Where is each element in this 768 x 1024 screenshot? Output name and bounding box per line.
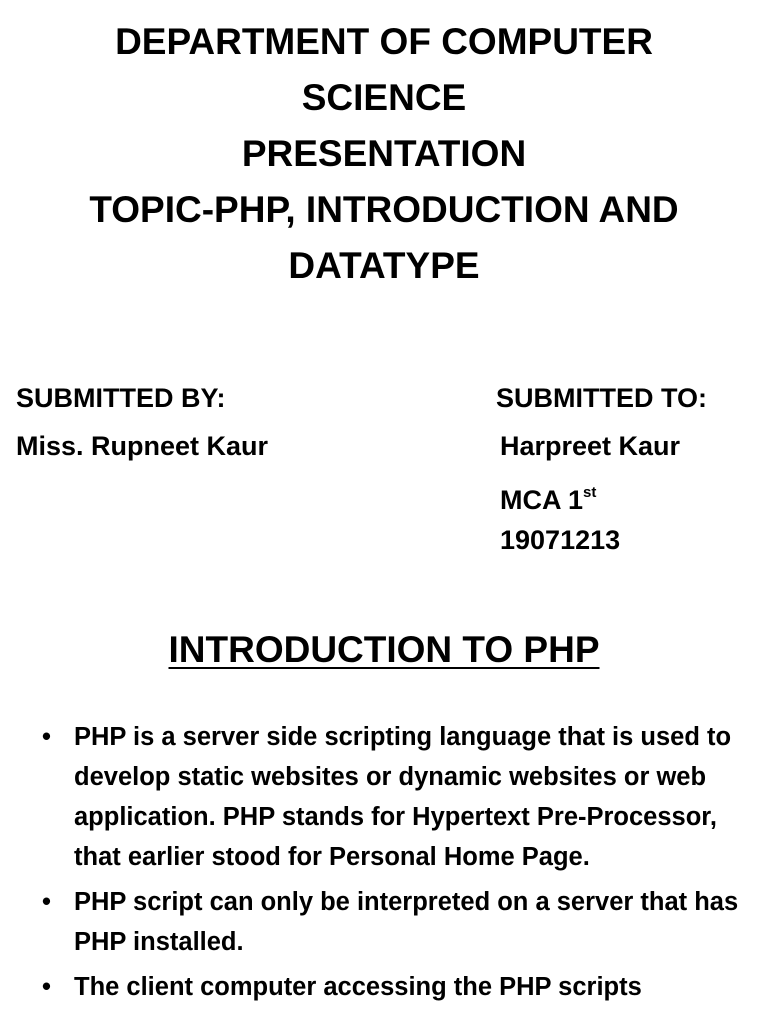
bullet-dot-icon: • (42, 723, 51, 751)
slide-title (0, 14, 768, 294)
submitted-to-heading: SUBMITTED TO: (496, 383, 707, 413)
title-line-5: DATATYPE (288, 245, 480, 286)
submitted-by-name: Miss. Rupneet Kaur (16, 431, 269, 461)
course-superscript: st (583, 484, 597, 501)
bullet-item (40, 882, 740, 962)
title-line-1: DEPARTMENT OF COMPUTER (115, 21, 653, 62)
bullet-item (40, 717, 740, 877)
title-line-4: TOPIC-PHP, INTRODUCTION AND (89, 189, 679, 230)
submitted-to-details (500, 431, 680, 572)
intro-bullet-list (40, 717, 740, 1012)
bullet-item (40, 967, 740, 1007)
bullet-text: PHP script can only be interpreted on a server that has PHP installed. (74, 888, 739, 956)
bullet-text: PHP is a server side scripting language that is used to develop static websites or dynamic websites or web application. PHP stands for Hypertext Pre-Processor, that earlier stood for Personal Home Page. (74, 723, 732, 871)
submitted-by-heading: SUBMITTED BY: (16, 383, 226, 413)
bullet-dot-icon: • (42, 888, 51, 916)
bullet-text: The client computer accessing the PHP scripts (74, 973, 642, 1001)
submitted-to-course (500, 478, 680, 525)
intro-heading (0, 628, 768, 672)
title-line-3: PRESENTATION (241, 133, 527, 174)
intro-heading-text: INTRODUCTION TO PHP (168, 629, 600, 670)
title-line-2: SCIENCE (301, 77, 467, 118)
course-text: MCA 1 (500, 485, 584, 515)
submitted-to-name: Harpreet Kaur (500, 431, 681, 461)
bullet-dot-icon: • (42, 973, 51, 1001)
submitted-to-roll: 19071213 (500, 525, 621, 555)
